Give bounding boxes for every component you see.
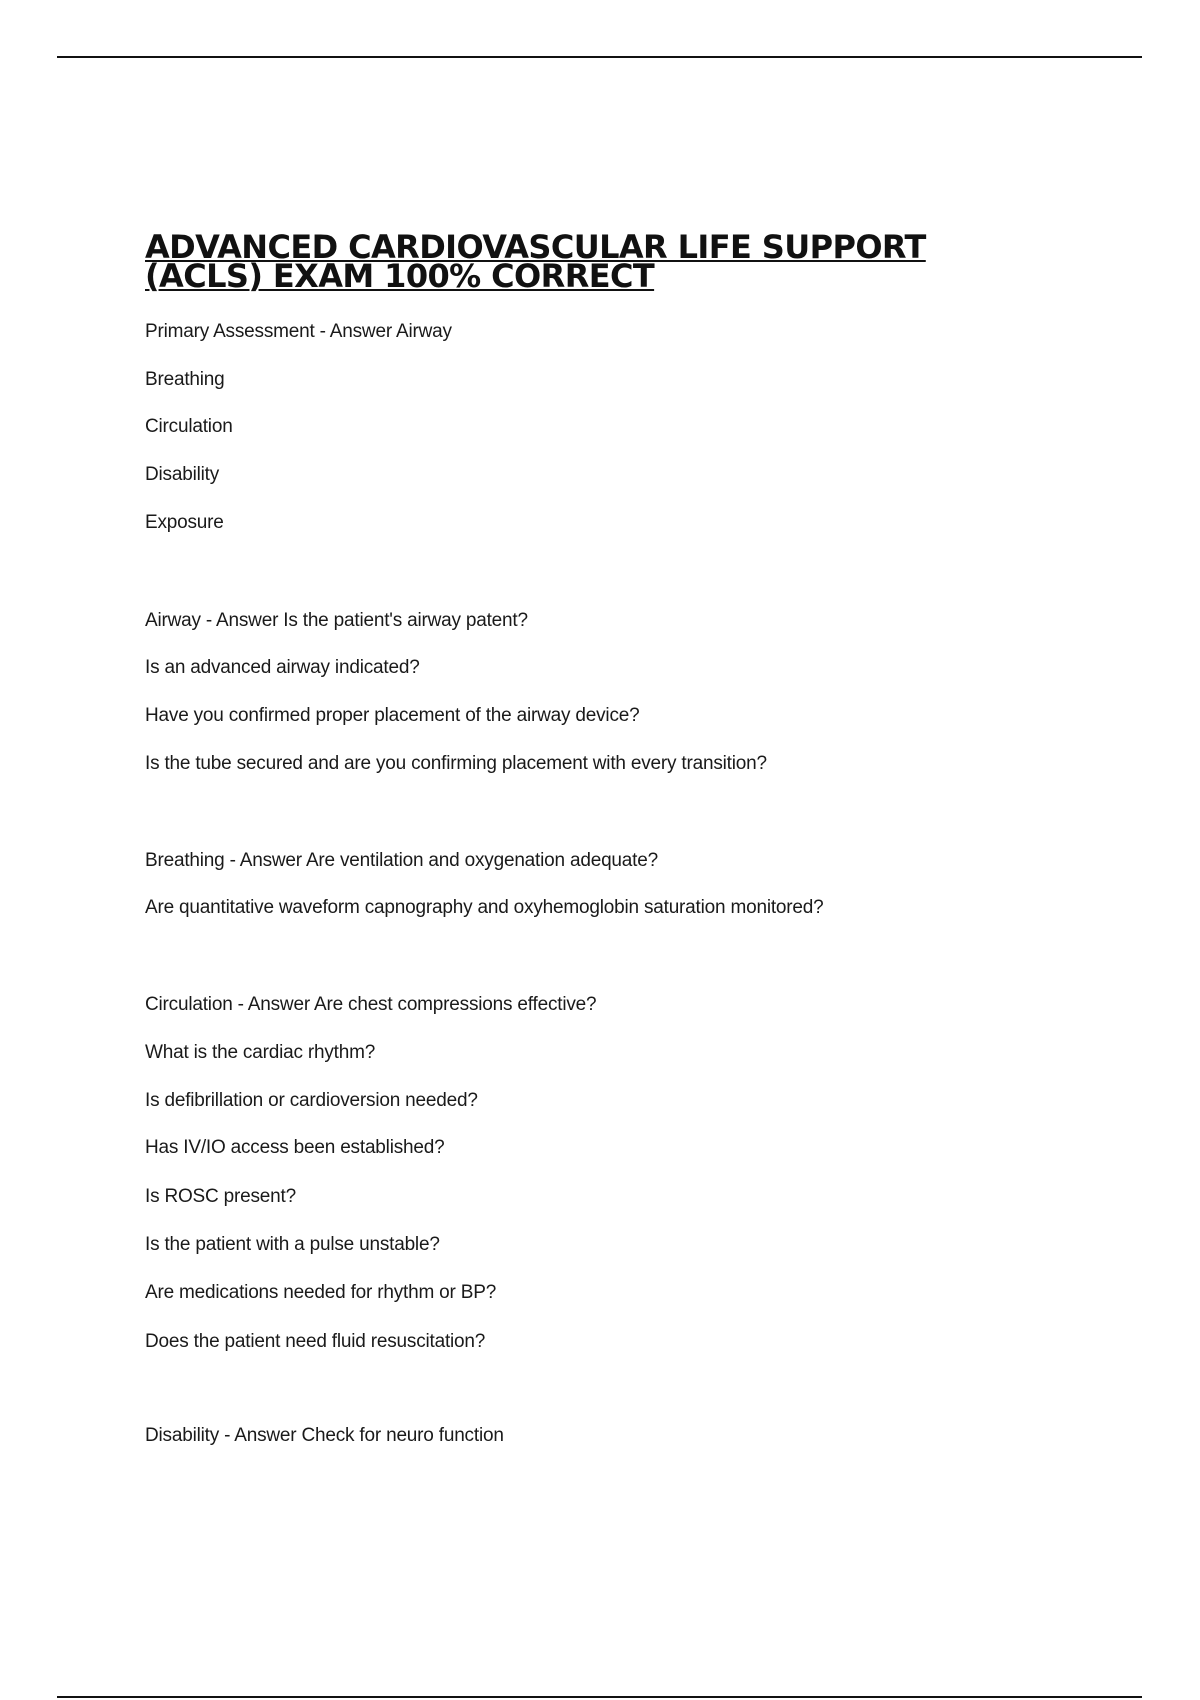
qa-line: Circulation (145, 416, 233, 437)
qa-line: Is the patient with a pulse unstable? (145, 1234, 440, 1255)
qa-line: Primary Assessment - Answer Airway (145, 321, 452, 342)
qa-line: Is ROSC present? (145, 1186, 296, 1207)
qa-line: Are quantitative waveform capnography and oxyhemoglobin saturation monitored? (145, 897, 824, 918)
qa-line: Is the tube secured and are you confirming placement with every transition? (145, 753, 767, 774)
qa-line: Breathing (145, 369, 225, 390)
qa-line: Airway - Answer Is the patient's airway patent? (145, 610, 528, 631)
qa-line: Circulation - Answer Are chest compressions effective? (145, 994, 597, 1015)
qa-line: Have you confirmed proper placement of the airway device? (145, 705, 640, 726)
qa-line: Are medications needed for rhythm or BP? (145, 1282, 497, 1303)
qa-line: Disability - Answer Check for neuro function (145, 1425, 504, 1446)
footer-rule (57, 1696, 1142, 1698)
qa-line: Is an advanced airway indicated? (145, 657, 420, 678)
qa-line: Disability (145, 464, 220, 485)
qa-line: Has IV/IO access been established? (145, 1137, 445, 1158)
qa-line: Does the patient need fluid resuscitation? (145, 1331, 486, 1352)
qa-line: Breathing - Answer Are ventilation and oxygenation adequate? (145, 850, 658, 871)
header-rule (57, 56, 1142, 58)
document-title: ADVANCED CARDIOVASCULAR LIFE SUPPORT (ACLS) EXAM 100% CORRECT (145, 228, 926, 295)
qa-line: Exposure (145, 512, 224, 533)
qa-line: What is the cardiac rhythm? (145, 1042, 376, 1063)
qa-line: Is defibrillation or cardioversion needed? (145, 1090, 478, 1111)
